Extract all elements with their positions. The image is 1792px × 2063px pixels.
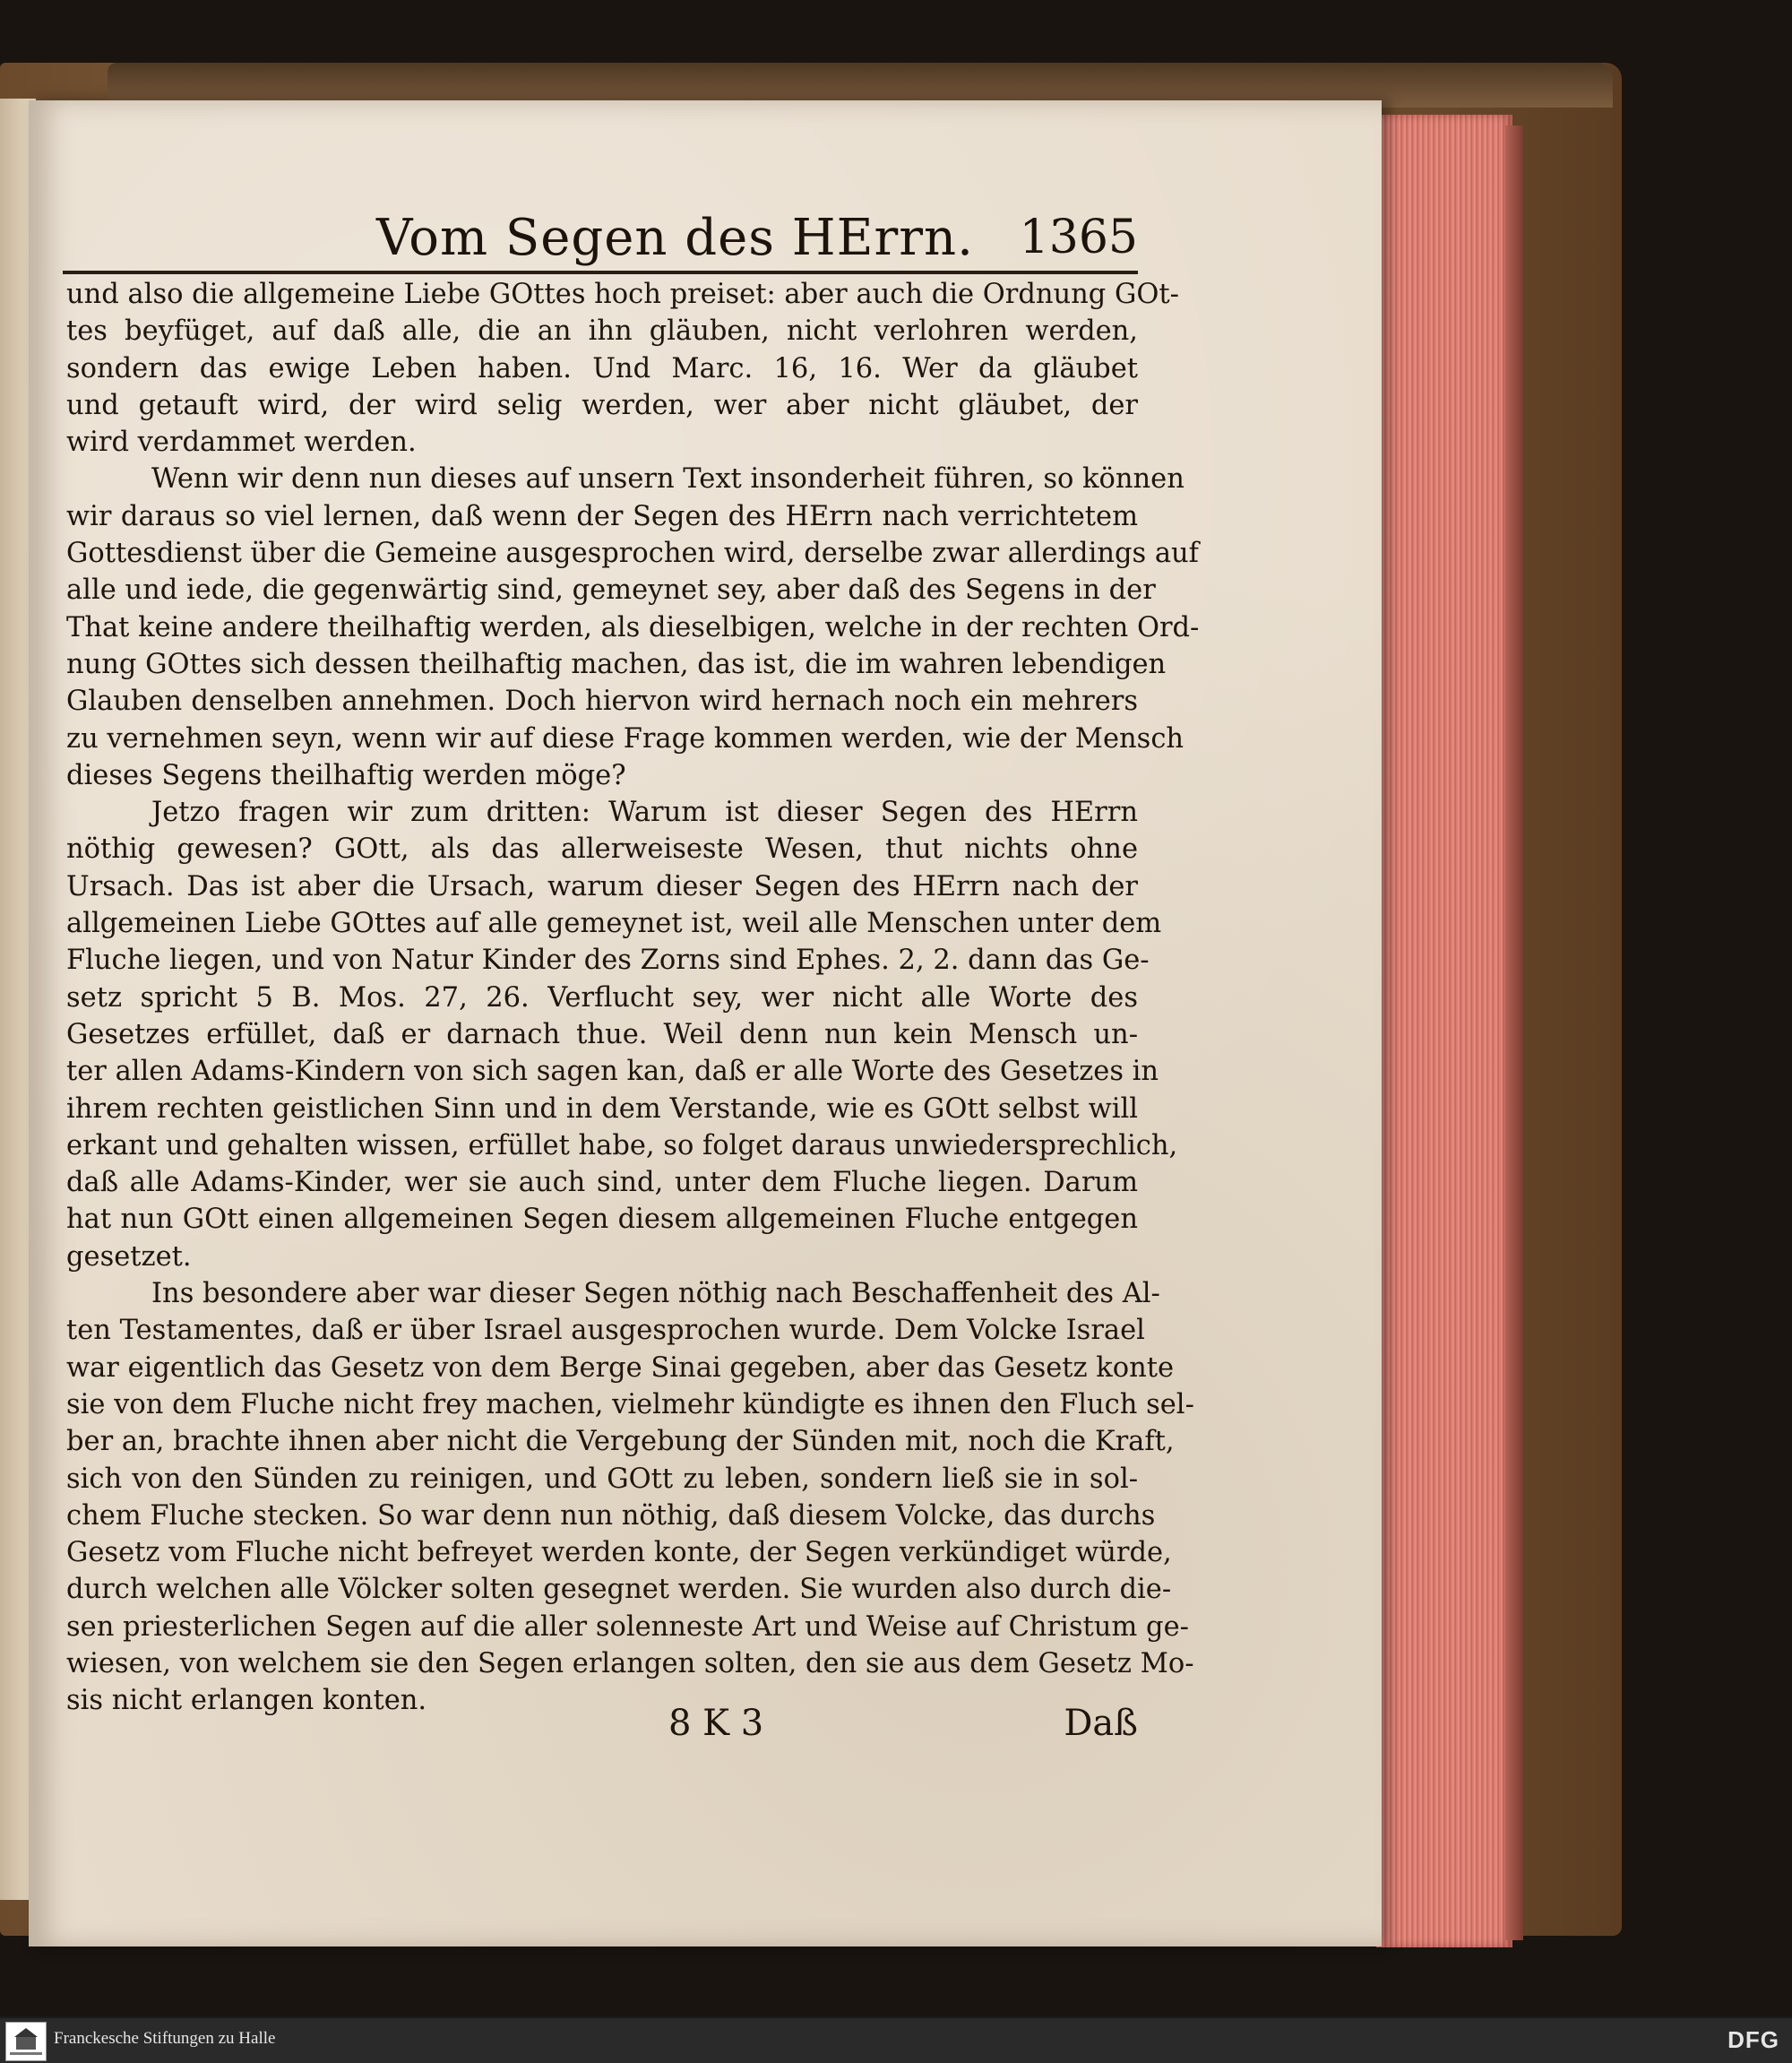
- text-line: wird verdammet werden.: [66, 427, 417, 459]
- text-line: tes beyfüget, auf daß alle, die an ihn gläuben, nicht verlohren werden,: [66, 315, 1138, 348]
- text-line: nung GOttes sich dessen theilhaftig machen, das ist, die im wahren lebendigen: [66, 648, 1167, 680]
- body-text: [66, 276, 1200, 1720]
- text-line: allgemeinen Liebe GOttes auf alle gemeynet ist, weil alle Menschen unter dem: [66, 908, 1162, 940]
- text-line: sen priesterlichen Segen auf die aller solenneste Art und Weise auf Christum ge-: [66, 1610, 1189, 1643]
- running-head: Vom Segen des HErrn.: [376, 209, 974, 267]
- text-line: Gesetz vom Fluche nicht befreyet werden konte, der Segen verkündiget würde,: [66, 1537, 1172, 1569]
- red-page-edges: [1376, 115, 1512, 1947]
- text-line: ber an, brachte ihnen aber nicht die Vergebung der Sünden mit, noch die Kraft,: [66, 1426, 1175, 1458]
- text-line: Gottesdienst über die Gemeine ausgesprochen wird, derselbe zwar allerdings auf: [66, 538, 1199, 570]
- text-line: Wenn wir denn nun dieses auf unsern Text insonderheit führen, so können: [151, 463, 1185, 496]
- page-header: [63, 209, 1138, 281]
- viewer-footer-bar: [0, 2016, 1792, 2063]
- text-line: ten Testamentes, daß er über Israel ausgesprochen wurde. Dem Volcke Israel: [66, 1315, 1145, 1347]
- text-line: setz spricht 5 B. Mos. 27, 26. Verflucht sey, wer nicht alle Worte des: [66, 981, 1138, 1014]
- text-line: chem Fluche stecken. So war denn nun nöthig, daß diesem Volcke, das durchs: [66, 1499, 1156, 1532]
- text-line: That keine andere theilhaftig werden, als dieselbigen, welche in der rechten Ord-: [66, 611, 1200, 643]
- text-line: Ins besondere aber war dieser Segen nöthig nach Beschaffenheit des Al-: [151, 1278, 1160, 1310]
- page-number: 1365: [1019, 211, 1138, 264]
- text-line: nöthig gewesen? GOtt, als das allerweiseste Wesen, thut nichts ohne: [66, 833, 1138, 866]
- text-line: Glauben denselben annehmen. Doch hiervon wird hernach noch ein mehrers: [66, 686, 1138, 718]
- page-footer: [63, 1703, 1138, 1757]
- text-line: alle und iede, die gegenwärtig sind, gemeynet sey, aber daß des Segens in der: [66, 574, 1156, 607]
- text-line: und getauft wird, der wird selig werden, wer aber nicht gläubet, der: [66, 389, 1138, 421]
- institution-name: Franckesche Stiftungen zu Halle: [54, 2029, 276, 2048]
- dfg-logo: DFG: [1727, 2026, 1779, 2053]
- text-line: daß alle Adams-Kinder, wer sie auch sind, unter dem Fluche liegen. Darum: [66, 1167, 1138, 1199]
- text-line: Ursach. Das ist aber die Ursach, warum dieser Segen des HErrn nach der: [66, 870, 1138, 902]
- text-line: gesetzet.: [66, 1240, 192, 1273]
- catchword: Daß: [1064, 1703, 1138, 1744]
- text-line: Jetzo fragen wir zum dritten: Warum ist dieser Segen des HErrn: [151, 797, 1138, 829]
- text-line: zu vernehmen seyn, wenn wir auf diese Frage kommen werden, wie der Mensch: [66, 722, 1185, 755]
- text-line: wir daraus so viel lernen, daß wenn der Segen des HErrn nach verrichtetem: [66, 500, 1138, 532]
- text-line: wiesen, von welchem sie den Segen erlangen solten, den sie aus dem Gesetz Mo-: [66, 1647, 1194, 1679]
- text-line: sondern das ewige Leben haben. Und Marc. 16, 16. Wer da gläubet: [66, 352, 1138, 384]
- text-line: und also die allgemeine Liebe GOttes hoch preiset: aber auch die Ordnung GOt-: [66, 279, 1179, 310]
- text-line: hat nun GOtt einen allgemeinen Segen diesem allgemeinen Fluche entgegen: [66, 1204, 1138, 1236]
- header-rule: [63, 271, 1138, 274]
- text-line: durch welchen alle Völcker solten gesegnet werden. Sie wurden also durch die-: [66, 1574, 1172, 1606]
- signature-mark: 8 K 3: [668, 1703, 764, 1744]
- text-line: dieses Segens theilhaftig werden möge?: [66, 759, 626, 791]
- text-line: ihrem rechten geistlichen Sinn und in dem Verstande, wie es GOtt selbst will: [66, 1092, 1138, 1125]
- text-line: war eigentlich das Gesetz von dem Berge Sinai gegeben, aber das Gesetz konte: [66, 1351, 1175, 1384]
- fore-edge-shadow: [1505, 125, 1523, 1940]
- text-line: erkant und gehalten wissen, erfüllet habe, so folget daraus unwiedersprechlich,: [66, 1129, 1178, 1161]
- institution-building-icon: [5, 2022, 47, 2061]
- text-line: sie von dem Fluche nicht frey machen, vielmehr kündigte es ihnen den Fluch sel-: [66, 1388, 1194, 1420]
- text-line: sich von den Sünden zu reinigen, und GOtt zu leben, sondern ließ sie in sol-: [66, 1463, 1138, 1495]
- text-line: ter allen Adams-Kindern von sich sagen kan, daß er alle Worte des Gesetzes in: [66, 1056, 1159, 1088]
- text-line: Fluche liegen, und von Natur Kinder des Zorns sind Ephes. 2, 2. dann das Ge-: [66, 945, 1150, 977]
- text-line: sis nicht erlangen konten.: [66, 1685, 427, 1717]
- text-line: Gesetzes erfüllet, daß er darnach thue. Weil denn nun kein Mensch un-: [66, 1018, 1138, 1050]
